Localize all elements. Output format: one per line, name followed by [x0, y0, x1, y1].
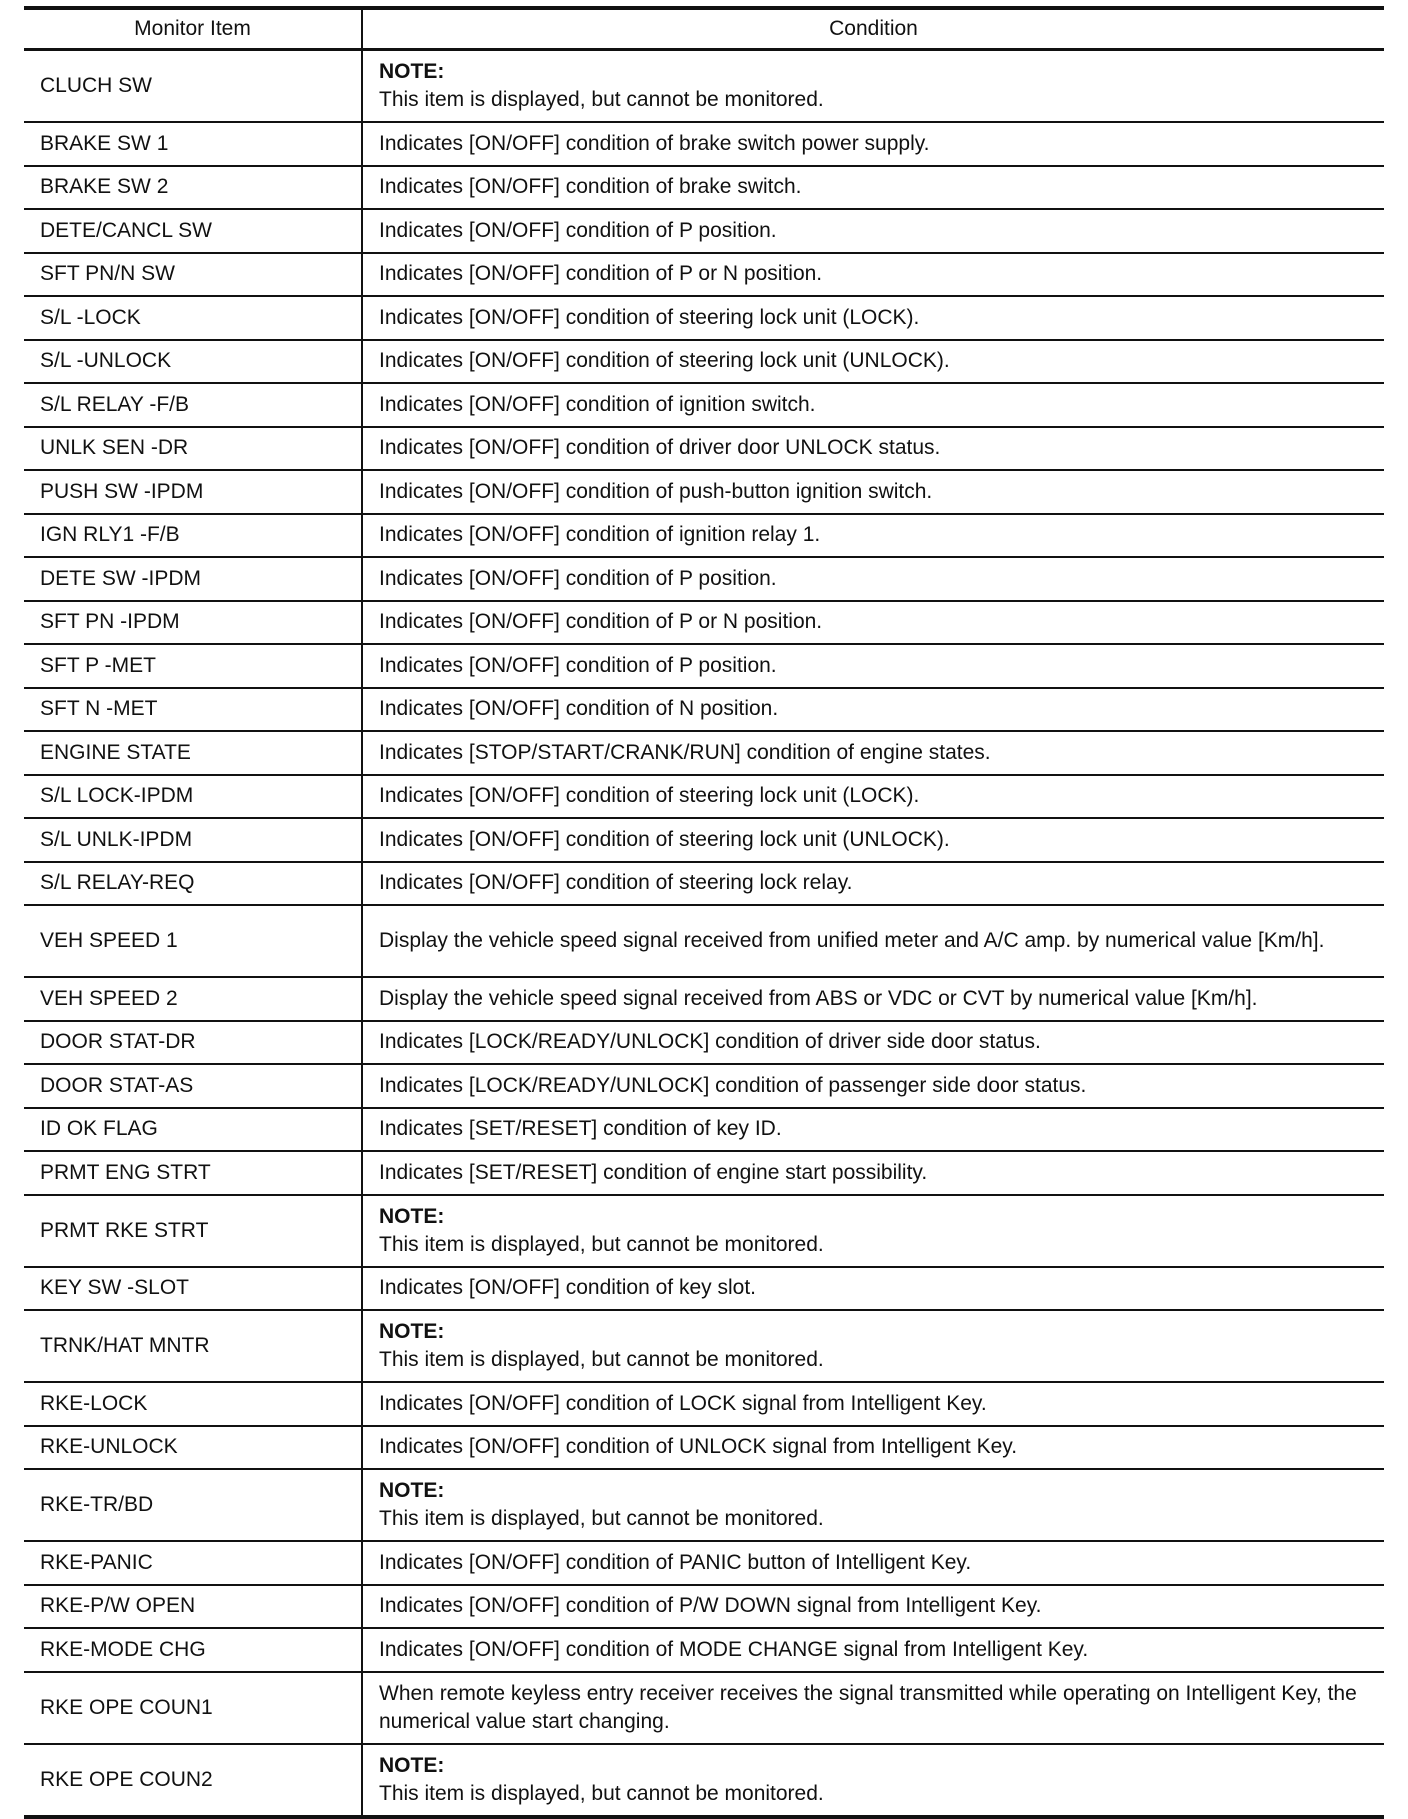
- table-row: [24, 1108, 1384, 1152]
- condition-cell: Indicates [ON/OFF] condition of ignition relay 1.: [362, 514, 1384, 558]
- monitor-item-cell: BRAKE SW 1: [24, 122, 362, 166]
- condition-cell: Indicates [ON/OFF] condition of key slot.: [362, 1267, 1384, 1311]
- monitor-item-cell: RKE-P/W OPEN: [24, 1585, 362, 1629]
- condition-cell: Indicates [ON/OFF] condition of MODE CHANGE signal from Intelligent Key.: [362, 1628, 1384, 1672]
- condition-cell: Indicates [ON/OFF] condition of P/W DOWN signal from Intelligent Key.: [362, 1585, 1384, 1629]
- monitor-item-cell: SFT N -MET: [24, 688, 362, 732]
- monitor-item-cell: S/L RELAY -F/B: [24, 383, 362, 427]
- condition-cell: Indicates [ON/OFF] condition of LOCK signal from Intelligent Key.: [362, 1382, 1384, 1426]
- monitor-item-cell: SFT P -MET: [24, 644, 362, 688]
- monitor-item-cell: DETE SW -IPDM: [24, 557, 362, 601]
- table-row: [24, 1021, 1384, 1065]
- condition-cell: [362, 1744, 1384, 1817]
- monitor-item-table: [24, 6, 1384, 1819]
- table-row: [24, 1426, 1384, 1470]
- table-row: [24, 862, 1384, 906]
- condition-cell: Indicates [ON/OFF] condition of steering lock unit (UNLOCK).: [362, 818, 1384, 862]
- monitor-item-cell: VEH SPEED 2: [24, 977, 362, 1021]
- table-row: [24, 50, 1384, 123]
- table-row: [24, 1744, 1384, 1817]
- table-row: [24, 1151, 1384, 1195]
- condition-cell: Indicates [ON/OFF] condition of brake switch.: [362, 166, 1384, 210]
- condition-cell: Indicates [ON/OFF] condition of brake switch power supply.: [362, 122, 1384, 166]
- monitor-item-cell: DOOR STAT-AS: [24, 1064, 362, 1108]
- table-row: [24, 775, 1384, 819]
- table-header-row: [24, 8, 1384, 50]
- monitor-item-cell: RKE-TR/BD: [24, 1469, 362, 1541]
- note-text: This item is displayed, but cannot be monitored.: [379, 1348, 824, 1371]
- monitor-item-cell: RKE OPE COUN2: [24, 1744, 362, 1817]
- table-row: [24, 644, 1384, 688]
- note-text: This item is displayed, but cannot be monitored.: [379, 88, 824, 111]
- monitor-item-cell: PRMT ENG STRT: [24, 1151, 362, 1195]
- note-label: NOTE:: [379, 1320, 445, 1343]
- table-row: [24, 1195, 1384, 1267]
- monitor-item-cell: RKE-UNLOCK: [24, 1426, 362, 1470]
- condition-cell: Indicates [ON/OFF] condition of PANIC button of Intelligent Key.: [362, 1541, 1384, 1585]
- condition-cell: Indicates [ON/OFF] condition of P or N position.: [362, 601, 1384, 645]
- condition-cell: [362, 1469, 1384, 1541]
- note-text: This item is displayed, but cannot be monitored.: [379, 1232, 824, 1256]
- table-row: [24, 253, 1384, 297]
- monitor-item-cell: S/L UNLK-IPDM: [24, 818, 362, 862]
- monitor-item-cell: SFT PN/N SW: [24, 253, 362, 297]
- table-row: [24, 818, 1384, 862]
- table-row: [24, 122, 1384, 166]
- condition-cell: Indicates [SET/RESET] condition of key ID.: [362, 1108, 1384, 1152]
- note-text: This item is displayed, but cannot be monitored.: [379, 1507, 824, 1530]
- monitor-item-cell: IGN RLY1 -F/B: [24, 514, 362, 558]
- table-row: [24, 1672, 1384, 1744]
- monitor-item-cell: PRMT RKE STRT: [24, 1195, 362, 1267]
- condition-cell: Indicates [ON/OFF] condition of driver door UNLOCK status.: [362, 427, 1384, 471]
- note-text: This item is displayed, but cannot be monitored.: [379, 1781, 824, 1805]
- table-row: [24, 1310, 1384, 1382]
- monitor-item-cell: PUSH SW -IPDM: [24, 470, 362, 514]
- monitor-item-cell: CLUCH SW: [24, 50, 362, 123]
- monitor-item-cell: S/L -LOCK: [24, 296, 362, 340]
- condition-cell: Indicates [LOCK/READY/UNLOCK] condition of driver side door status.: [362, 1021, 1384, 1065]
- table-row: [24, 905, 1384, 977]
- table-row: [24, 557, 1384, 601]
- condition-cell: Indicates [ON/OFF] condition of push-button ignition switch.: [362, 470, 1384, 514]
- table-row: [24, 166, 1384, 210]
- table-row: [24, 1628, 1384, 1672]
- table-row: [24, 688, 1384, 732]
- condition-cell: Indicates [ON/OFF] condition of ignition switch.: [362, 383, 1384, 427]
- monitor-item-cell: KEY SW -SLOT: [24, 1267, 362, 1311]
- condition-cell: [362, 1195, 1384, 1267]
- condition-cell: Indicates [LOCK/READY/UNLOCK] condition of passenger side door status.: [362, 1064, 1384, 1108]
- condition-cell: [362, 50, 1384, 123]
- header-condition: Condition: [362, 8, 1384, 50]
- table-row: [24, 383, 1384, 427]
- note-label: NOTE:: [379, 60, 445, 83]
- table-row: [24, 731, 1384, 775]
- table-row: [24, 1585, 1384, 1629]
- table-row: [24, 1541, 1384, 1585]
- table-row: [24, 1469, 1384, 1541]
- table-row: [24, 1382, 1384, 1426]
- document-page: [24, 6, 1384, 1819]
- condition-cell: Indicates [ON/OFF] condition of steering lock unit (UNLOCK).: [362, 340, 1384, 384]
- note-label: NOTE:: [379, 1753, 445, 1777]
- condition-cell: Display the vehicle speed signal received from unified meter and A/C amp. by numerical value [Km/h].: [362, 905, 1384, 977]
- monitor-item-cell: SFT PN -IPDM: [24, 601, 362, 645]
- monitor-item-cell: S/L LOCK-IPDM: [24, 775, 362, 819]
- table-row: [24, 514, 1384, 558]
- note-label: NOTE:: [379, 1479, 445, 1502]
- condition-cell: Indicates [STOP/START/CRANK/RUN] condition of engine states.: [362, 731, 1384, 775]
- monitor-item-cell: DETE/CANCL SW: [24, 209, 362, 253]
- condition-cell: Indicates [ON/OFF] condition of P position.: [362, 557, 1384, 601]
- monitor-item-cell: RKE-PANIC: [24, 1541, 362, 1585]
- condition-cell: Indicates [ON/OFF] condition of P position.: [362, 644, 1384, 688]
- condition-cell: Indicates [ON/OFF] condition of P position.: [362, 209, 1384, 253]
- table-row: [24, 209, 1384, 253]
- table-row: [24, 1267, 1384, 1311]
- condition-cell: Indicates [ON/OFF] condition of P or N position.: [362, 253, 1384, 297]
- monitor-item-cell: ID OK FLAG: [24, 1108, 362, 1152]
- monitor-item-cell: TRNK/HAT MNTR: [24, 1310, 362, 1382]
- condition-cell: Indicates [ON/OFF] condition of steering lock unit (LOCK).: [362, 296, 1384, 340]
- table-row: [24, 977, 1384, 1021]
- monitor-item-cell: ENGINE STATE: [24, 731, 362, 775]
- table-row: [24, 296, 1384, 340]
- table-row: [24, 427, 1384, 471]
- monitor-item-cell: RKE-LOCK: [24, 1382, 362, 1426]
- condition-cell: Indicates [SET/RESET] condition of engine start possibility.: [362, 1151, 1384, 1195]
- condition-cell: Indicates [ON/OFF] condition of steering lock relay.: [362, 862, 1384, 906]
- condition-cell: Indicates [ON/OFF] condition of UNLOCK signal from Intelligent Key.: [362, 1426, 1384, 1470]
- monitor-item-cell: BRAKE SW 2: [24, 166, 362, 210]
- monitor-item-cell: VEH SPEED 1: [24, 905, 362, 977]
- table-row: [24, 601, 1384, 645]
- monitor-item-cell: RKE-MODE CHG: [24, 1628, 362, 1672]
- monitor-item-cell: S/L -UNLOCK: [24, 340, 362, 384]
- note-label: NOTE:: [379, 1204, 445, 1228]
- table-row: [24, 340, 1384, 384]
- condition-cell: Indicates [ON/OFF] condition of N position.: [362, 688, 1384, 732]
- condition-cell: Display the vehicle speed signal received from ABS or VDC or CVT by numerical value [Km/h].: [362, 977, 1384, 1021]
- monitor-item-cell: S/L RELAY-REQ: [24, 862, 362, 906]
- table-body: [24, 50, 1384, 1817]
- monitor-item-cell: UNLK SEN -DR: [24, 427, 362, 471]
- header-monitor-item: Monitor Item: [24, 8, 362, 50]
- monitor-item-cell: DOOR STAT-DR: [24, 1021, 362, 1065]
- condition-cell: Indicates [ON/OFF] condition of steering lock unit (LOCK).: [362, 775, 1384, 819]
- monitor-item-cell: RKE OPE COUN1: [24, 1672, 362, 1744]
- table-row: [24, 470, 1384, 514]
- condition-cell: [362, 1310, 1384, 1382]
- table-row: [24, 1064, 1384, 1108]
- condition-cell: When remote keyless entry receiver receives the signal transmitted while operating on Intelligent Key, the numerical value start changing.: [362, 1672, 1384, 1744]
